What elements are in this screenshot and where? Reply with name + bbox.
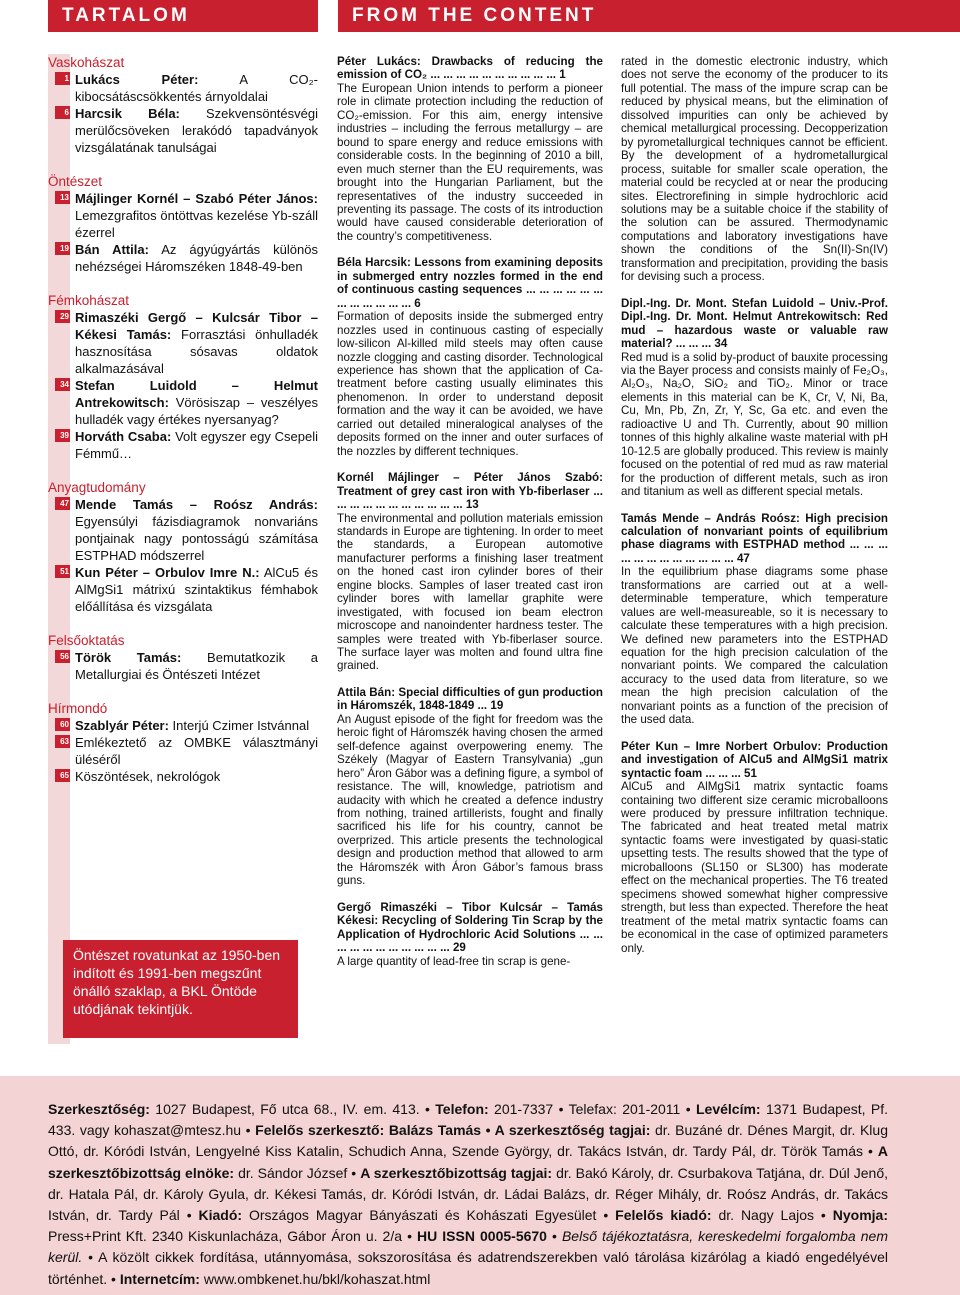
abstract-body: rated in the domestic electronic industry, which does not serve the economy of the producer to its full potential. The mass of the impure scrap can be reduced by physical means, but the elimination of dissolved impurities can only be achieved by chemical metallurgical processing. Decopperization by pyrometallurgical techniques cannot be efficient. By the development of a hydrometallurgical process, suitable for smaller scale operation, the material could be recycled at or near the producing sites. Electrorefining in simple hydrochloric acid solutions may be a suitable choice if the stability of the solution can be assured. Thermodynamic computations and laboratory investigations have shown the conditions of the Sn(II)-Sn(IV) transformation and precipitation, providing the basis for devising such a process.: [621, 55, 888, 284]
toc-title: AlCu5 és AlMgSi1 mátrixú szintaktikus fémhabok előállítása és vizsgálata: [75, 565, 318, 614]
footer-text: dr. Nagy Lajos •: [711, 1207, 833, 1224]
toc-entry: [48, 496, 318, 564]
toc-page-badge: 1: [55, 72, 70, 85]
toc-title: Az ágyúgyártás különös nehézségei Háromszéken 1848-49-ben: [75, 242, 318, 274]
toc-page-badge: 6: [55, 106, 70, 119]
toc-entry: [48, 377, 318, 428]
toc-page-badge: 19: [55, 242, 70, 255]
toc-section-heading: Hírmondó: [48, 701, 108, 716]
toc-entry: [48, 717, 318, 734]
toc-page-badge: 47: [55, 497, 70, 510]
toc-title: Lemezgrafitos öntöttvas kezelése Yb-száll ézerrel: [75, 208, 318, 240]
abstract-body: Formation of deposits inside the submerged entry nozzles used in continuous casting of especially low-silicon Al-killed mild steels may often cause nozzle clogging and casting disorder. Technological experience has shown that the application of Ca-treatment before casting usually eliminates this phenomenon. In order to understand deposit formation and the way it can be avoided, we have carried out detailed mineralogical analyses of the deposits formed on the inner and outer surfaces of the nozzles by different techniques.: [337, 310, 603, 458]
toc-page-badge: 51: [55, 565, 70, 578]
abstract-title: Attila Bán: Special difficulties of gun production in Háromszék, 1848-1849 ... 19: [337, 685, 603, 713]
toc-author: Lukács Péter:: [75, 72, 199, 87]
footer-label: Internetcím:: [119, 1270, 200, 1287]
abstract-title: Béla Harcsik: Lessons from examining deposits in submerged entry nozzles formed in the end of continuous casting sequences ... ... ... ... ... ... ... ... ... ... ... ... 6: [337, 256, 603, 310]
toc-entry: [48, 649, 318, 683]
footer-text: • A közölt cikkek fordítása, utánnyomása, sokszorosítása és adatrendszerekben való tárolása kizárólag a kiadó engedélyével történhet. •: [48, 1249, 888, 1287]
toc-page-badge: 60: [55, 718, 70, 731]
toc-title: A CO₂-kibocsátáscsökkentés árnyoldalai: [75, 72, 319, 104]
toc-entry: [48, 241, 318, 275]
footer-text: •: [546, 1228, 562, 1245]
toc-entry: [48, 734, 318, 768]
abstracts-column-1: [337, 55, 603, 968]
toc-note-box: Öntészet rovatunkat az 1950-ben indított és 1991-ben megszűnt önálló szaklap, a BKL Öntöde utódjának tekintjük.: [63, 940, 298, 1038]
abstract-body: The European Union intends to perform a pioneer role in climate protection including the reduction of CO₂-emission. For this aim, energy intensive industries – including the ferrous metallurgy – are bound to spare energy and reduce emissions with considerable costs. In the beginning of 2010 a bill, even much sterner than the EU requirements, was brought into the Hungarian Parliament, but the representatives of the industry succeeded in preventing its passage. The costs of its introduction would have caused considerable deterioration of the country’s competitiveness.: [337, 81, 603, 243]
toc-section-heading: Fémkohászat: [48, 293, 130, 308]
footer-label: Felelős szerkesztő: Balázs Tamás • A szerkesztőség tagjai:: [255, 1122, 651, 1139]
toc-entry: [48, 190, 318, 241]
footer-text: dr. Buzáné dr. Dénes Margit, dr. Klug Ottó, dr. Kóródi István, Lengyelné Kiss Katalin, Schudich Anna, Szende György, dr. Takács István, dr. Tardy Pál, dr. Török Tamás •: [48, 1122, 888, 1160]
abstract-body: An August episode of the fight for freedom was the heroic fight of Háromszék having chosen the armed self-defence against overpowering enemy. The Székely (Magyar of Eastern Transylvania) „gun hero” Áron Gábor was a defining figure, a symbol of resistance. The will, knowledge, patriotism and audacity with which he created a defence industry from nothing, trained artillerists, fought and finally sacrificed his life for his country, cannot be overprized. This article presents the technological design and production method that allowed to arm the Háromszék with Áron Gábor’s famous brass guns.: [337, 712, 603, 888]
header-tartalom: TARTALOM: [48, 0, 318, 32]
abstract-title: Gergő Rimaszéki – Tibor Kulcsár – Tamás Kékesi: Recycling of Soldering Tin Scrap by the Application of Hydrochloric Acid Solutions ... ... ... ... ... ... ... ... ... ... ... 29: [337, 900, 603, 955]
abstract-body: A large quantity of lead-free tin scrap is gene-: [337, 954, 571, 968]
toc-page-badge: 63: [55, 735, 70, 748]
footer-text: Press+Print Kft. 2340 Kiskunlacháza, Gábor Áron u. 2/a •: [48, 1228, 418, 1245]
toc-title: Vörösiszap – veszélyes hulladék vagy értékes nyersanyag?: [75, 395, 318, 427]
toc-author: Harcsik Béla:: [75, 106, 180, 121]
footer-text: dr. Sándor József •: [234, 1164, 361, 1181]
toc-entry: [48, 309, 318, 377]
footer-label: Telefon:: [435, 1101, 489, 1117]
footer-text: 201-7337 • Telefax: 201-2011 •: [488, 1101, 696, 1117]
toc-entry: [48, 768, 318, 785]
abstract-title: Kornél Májlinger – Péter János Szabó: Treatment of grey cast iron with Yb-fiberlaser ... ... ... ... ... ... ... ... ... ... ... 13: [337, 471, 603, 512]
footer-band: [0, 1076, 960, 1295]
toc-entry: [48, 428, 318, 462]
footer-label: A szerkesztőbizottság elnöke:: [48, 1143, 888, 1181]
header-from-the-content: FROM THE CONTENT: [338, 0, 960, 32]
footer-imprint: [48, 1099, 888, 1290]
footer-label: Felelős kiadó:: [615, 1207, 712, 1224]
footer-italic: Belső tájékoztatásra, kereskedelmi forgalomba nem kerül.: [48, 1228, 888, 1266]
toc-author: Rimaszéki Gergő – Kulcsár Tibor – Kékesi Tamás:: [75, 310, 318, 342]
abstract-title: Dipl.-Ing. Dr. Mont. Stefan Luidold – Univ.-Prof. Dipl.-Ing. Dr. Mont. Helmut Antrekowitsch: Red mud – hazardous waste or valuable raw material? ... ... ... 34: [621, 296, 888, 351]
table-of-contents: [48, 54, 318, 785]
toc-page-badge: 34: [55, 378, 70, 391]
toc-author: Bán Attila:: [75, 242, 149, 257]
abstract-body: The environmental and pollution materials emission standards in Europe are tightening. In order to meet the standards, a European automotive manufacturer performs a finishing laser treatment on the honed cast iron cylinder bores of their engine blocks. Samples of laser treated cast iron cylinder bores with lamellar graphite were investigated, with focused ion beam electron microscope and nanoindenter hardness tester. The samples were treated with Yb-fiberlaser source. The surface layer was molten and found ultra fine grained.: [337, 511, 603, 673]
toc-title: Interjú Czimer Istvánnal: [168, 718, 310, 733]
toc-page-badge: 56: [55, 650, 70, 663]
toc-section-heading: Felsőoktatás: [48, 633, 125, 648]
toc-title: Forrasztási önhulladék hasznosítása sósavas oldatok alkalmazásával: [75, 327, 318, 376]
toc-title: Volt egyszer egy Csepeli Fémmű…: [75, 429, 319, 461]
footer-text: Országos Magyar Bányászati és Kohászati Egyesület •: [242, 1207, 616, 1224]
abstract-body: In the equilibrium phase diagrams some phase transformations are carried out at a well-determinable temperature, which temperature values are well-measureable, so it is necessary to calculate these temperatures with a high precision. We defined new parameters into the ESTPHAD equation for the high precision calculation of the nonvariant points. We compared the calculation accuracy to the used data from literature, so we mean the high precision calculation of the nonvariant points as a function of the precision of the used data.: [621, 565, 888, 727]
toc-author: Török Tamás:: [75, 650, 182, 665]
toc-author: Stefan Luidold – Helmut Antrekowitsch:: [75, 378, 318, 410]
toc-entry: [48, 564, 318, 615]
footer-text: www.ombkenet.hu/bkl/kohaszat.html: [199, 1270, 431, 1287]
abstract-title: Péter Lukács: Drawbacks of reducing the emission of CO₂ ... ... ... ... ... ... ... ... ... ... 1: [337, 55, 603, 82]
footer-text: 1371 Budapest, Pf. 433. vagy kohaszat@mtesz.hu •: [48, 1101, 888, 1139]
toc-author: Májlinger Kornél – Szabó Péter János:: [75, 191, 318, 206]
abstract-title: Tamás Mende – András Roósz: High precision calculation of nonvariant points of equilibrium phase diagrams with ESTPHAD method ... ... ... ... ... ... ... ... ... ... ... ... 47: [621, 511, 888, 565]
toc-page-badge: 39: [55, 429, 70, 442]
footer-label: Levélcím:: [695, 1101, 761, 1117]
footer-label: Nyomja:: [832, 1207, 888, 1224]
toc-section-heading: Vaskohászat: [48, 55, 125, 70]
toc-entry: [48, 105, 318, 156]
toc-author: Szablyár Péter:: [75, 718, 169, 733]
toc-title: Köszöntések, nekrológok: [75, 769, 221, 784]
abstracts-column-2: [621, 55, 888, 955]
toc-title: Egyensúlyi fázisdiagramok nonvariáns pontjainak nagy pontosságú számítása ESTPHAD módszerrel: [75, 514, 318, 563]
abstract-body: Red mud is a solid by-product of bauxite processing via the Bayer process and consists mainly of Fe₂O₃, Al₂O₃, Na₂O, SiO₂ and TiO₂. Minor or trace elements in this material can be K, Cr, V, Ni, Ba, Cu, Mn, Pb, Zn, Zr, Y, Sc, Ga etc. and even the radioactive U and Th. Currently, about 90 million tonnes of this highly alkaline waste material with pH 10-12.5 are globally produced. This review is mainly focused on the potential of red mud as raw material for the production of different metals, such as iron and titanium as well as different special metals.: [621, 350, 888, 499]
footer-text: dr. Bakó Károly, dr. Csurbakova Tatjána, dr. Dúl Jenő, dr. Hatala Pál, dr. Károly Gyula, dr. Kékesi Tamás, dr. Kóródi István, dr. Ládai Balázs, dr. Réger Mihály, dr. Roósz András, dr. Takács István, dr. Tardy Pál •: [48, 1164, 889, 1224]
toc-page-badge: 13: [55, 191, 70, 204]
toc-author: Horváth Csaba:: [75, 429, 172, 444]
toc-section-heading: Öntészet: [48, 174, 103, 189]
toc-page-badge: 65: [55, 769, 70, 782]
abstract-body: AlCu5 and AlMgSi1 matrix syntactic foams containing two different size ceramic microballoons were produced by pressure infiltration technique. The fabricated and heat treated metal matrix syntactic foams were investigated by quasi-static upsetting tests. The results showed that the type of microballoons (SL150 or SL300) has moderate effect on the mechanical properties. The T6 treated specimens showed somewhat higher compressive strength, but less than expected. Therefore the heat treatment of the metal matrix syntactic foams can be economical in the case of optimized parameters only.: [621, 780, 888, 955]
toc-section-heading: Anyagtudomány: [48, 480, 146, 495]
abstract-title: Péter Kun – Imre Norbert Orbulov: Production and investigation of AlCu5 and AlMgSi1 matrix syntactic foam ... ... ... 51: [621, 739, 888, 780]
footer-label: Szerkesztőség:: [48, 1101, 150, 1117]
footer-label: A szerkesztőbizottság tagjai:: [360, 1164, 553, 1181]
toc-entry: [48, 71, 318, 105]
footer-label: Kiadó:: [198, 1207, 243, 1224]
toc-title: Emlékeztető az OMBKE választmányi üléséről: [75, 735, 318, 767]
toc-title: Bemutatkozik a Metallurgiai és Öntészeti Intézet: [75, 650, 318, 682]
toc-author: Mende Tamás – Roósz András:: [75, 497, 318, 512]
toc-page-badge: 29: [55, 310, 70, 323]
toc-author: Kun Péter – Orbulov Imre N.:: [75, 565, 260, 580]
footer-text: 1027 Budapest, Fő utca 68., IV. em. 413. •: [149, 1101, 436, 1117]
footer-label: HU ISSN 0005-5670: [417, 1228, 547, 1245]
toc-title: Szekvensöntésvégi merülőcsöveken lerakódó tapadványok vizsgálatának tanulságai: [75, 106, 318, 155]
